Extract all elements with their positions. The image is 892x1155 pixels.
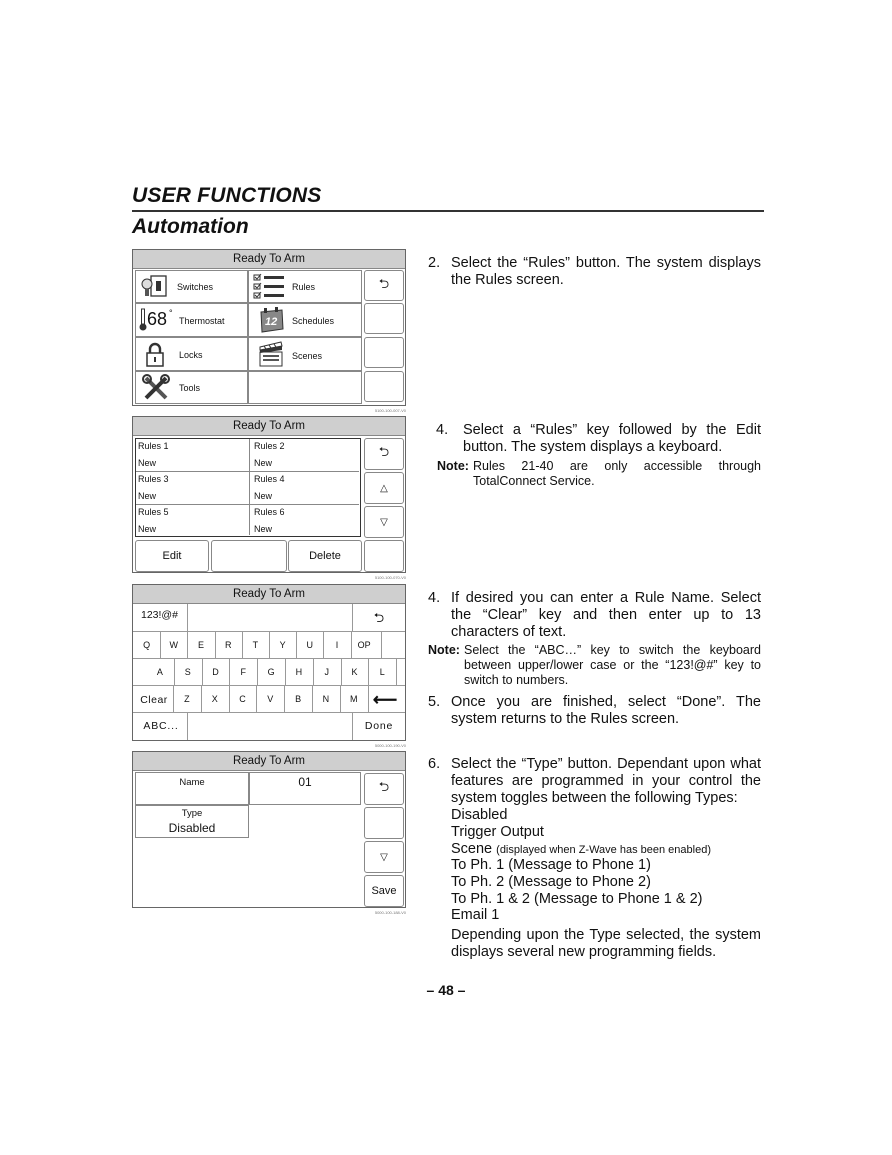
screen-status-bar: Ready To Arm (133, 250, 405, 269)
rules-label: Rules (292, 282, 316, 292)
scroll-down-button[interactable] (364, 841, 404, 873)
key-n[interactable]: N (322, 694, 330, 704)
rule-name: Rules 5 (138, 507, 169, 517)
key-q[interactable]: Q (143, 640, 151, 650)
lock-icon (145, 342, 165, 368)
key-e[interactable]: E (197, 640, 204, 650)
name-entry-field[interactable] (188, 604, 352, 631)
schedules-label: Schedules (292, 316, 335, 326)
type-option-ph1: To Ph. 1 (Message to Phone 1) (451, 857, 651, 873)
scenes-button[interactable] (248, 337, 362, 371)
type-value: Disabled (168, 821, 216, 835)
rule-type-screen (132, 751, 406, 908)
rules-list (135, 438, 361, 537)
key-h[interactable]: H (295, 667, 303, 677)
backspace-key[interactable] (369, 690, 401, 710)
locks-label: Locks (179, 350, 203, 360)
key-g[interactable]: G (267, 667, 275, 677)
backspace-arrow-icon: ⟵ (372, 690, 398, 709)
key-k[interactable]: K (351, 667, 358, 677)
edit-label: Edit (162, 550, 182, 562)
back-arrow-icon: ⮌ (373, 610, 385, 625)
blank-side-button[interactable] (364, 540, 404, 572)
edit-button[interactable] (135, 540, 209, 572)
key-row-2 (133, 659, 405, 685)
back-arrow-icon: ⮌ (378, 779, 390, 794)
back-button[interactable] (364, 773, 404, 805)
subsection-title: Automation (132, 215, 249, 238)
type-option-trigger: Trigger Output (451, 824, 544, 840)
back-button[interactable] (353, 609, 405, 631)
calendar-day: 12 (265, 316, 278, 328)
step-number: 6. (428, 756, 441, 772)
thermometer-icon (139, 308, 147, 332)
rule-state: New (138, 524, 157, 534)
section-title: USER FUNCTIONS (132, 184, 322, 207)
switches-icon (139, 273, 169, 301)
abc-key[interactable]: ABC... (143, 720, 179, 732)
rule-key-4[interactable] (250, 472, 359, 505)
back-button[interactable] (364, 270, 404, 301)
rule-name: Rules 3 (138, 474, 169, 484)
type-option-ph2: To Ph. 2 (Message to Phone 2) (451, 874, 651, 890)
header-rule (132, 210, 764, 212)
key-w[interactable]: W (169, 640, 179, 650)
note-2-text: Select the “ABC…” key to switch the keyboard between upper/lower case or the “123!@#” key to switch to numbers. (464, 643, 761, 687)
rule-key-6[interactable] (250, 505, 359, 535)
blank-button[interactable] (211, 540, 287, 572)
key-row-1 (133, 632, 405, 658)
type-option-ph12: To Ph. 1 & 2 (Message to Phone 1 & 2) (451, 891, 703, 907)
name-value: 01 (298, 775, 312, 789)
back-button[interactable] (364, 438, 404, 470)
menu-screen (132, 249, 406, 406)
triangle-up-icon: △ (380, 482, 388, 494)
rule-state: New (138, 491, 157, 501)
locks-button[interactable] (135, 337, 248, 371)
blank-button-1[interactable] (364, 807, 404, 839)
tools-icon (142, 374, 170, 402)
key-l[interactable]: L (379, 667, 385, 677)
blank-button-3[interactable] (364, 371, 404, 402)
name-field[interactable] (135, 772, 249, 805)
page-number: – 48 – (426, 982, 466, 998)
blank-button-1[interactable] (364, 303, 404, 334)
rule-state: New (254, 491, 273, 501)
triangle-down-icon: ▽ (380, 851, 388, 863)
step-number: 4. (428, 590, 441, 606)
step-number: 4. (436, 422, 449, 438)
key-op[interactable]: OP (357, 640, 371, 650)
figure-id: 5000-100-188-V0 (374, 910, 406, 915)
rule-state: New (254, 458, 273, 468)
key-s[interactable]: S (184, 667, 191, 677)
delete-button[interactable] (288, 540, 362, 572)
step-6-text: Select the “Type” button. Dependant upon what features are programmed in your control the system toggles between the following Types: (451, 756, 761, 806)
type-option-email: Email 1 (451, 907, 500, 923)
key-r[interactable]: R (224, 640, 232, 650)
key-t[interactable]: T (252, 640, 259, 650)
switches-label: Switches (177, 282, 214, 292)
clear-key[interactable]: Clear (140, 694, 168, 706)
save-label: Save (371, 885, 397, 897)
key-j[interactable]: J (324, 667, 329, 677)
step-number: 2. (428, 255, 441, 271)
switches-button[interactable] (135, 270, 248, 303)
key-x[interactable]: X (211, 694, 218, 704)
checklist-icon (253, 273, 287, 301)
screen-status-bar: Ready To Arm (133, 752, 405, 771)
back-arrow-icon: ⮌ (378, 275, 390, 291)
scroll-down-button[interactable] (364, 506, 404, 538)
screen-status-bar: Ready To Arm (133, 585, 405, 604)
note-label: Note: (437, 459, 469, 473)
rule-name: Rules 4 (254, 474, 285, 484)
step-4b-text: If desired you can enter a Rule Name. Select the “Clear” key and then enter up to 13 characters of text. (451, 590, 761, 640)
rule-name: Rules 2 (254, 441, 285, 451)
type-button[interactable] (135, 805, 249, 838)
thermostat-label: Thermostat (179, 316, 225, 326)
rule-key-5[interactable] (136, 505, 250, 535)
key-d[interactable]: D (212, 667, 219, 677)
rule-state: New (254, 524, 273, 534)
step-6-closing: Depending upon the Type selected, the system displays several new programming fields. (451, 927, 761, 960)
save-button[interactable] (364, 875, 404, 907)
step-number: 5. (428, 694, 441, 710)
key-b[interactable]: B (295, 694, 302, 704)
rule-state: New (138, 458, 157, 468)
key-v[interactable]: V (267, 694, 274, 704)
step-2-text: Select the “Rules” button. The system displays the Rules screen. (451, 255, 761, 288)
schedules-button[interactable] (248, 303, 362, 337)
scene-note: (displayed when Z-Wave has been enabled) (496, 844, 711, 856)
figure-id: 5100-100-007-V0 (374, 408, 406, 413)
rules-button[interactable] (248, 270, 362, 303)
rule-name: Rules 1 (138, 441, 169, 451)
clapperboard-icon (257, 341, 285, 368)
symbols-key[interactable]: 123!@# (141, 609, 178, 621)
scroll-up-button[interactable] (364, 472, 404, 504)
step-4-text: Select a “Rules” key followed by the Edit button. The system displays a keyboard. (463, 422, 761, 455)
screen-status-bar: Ready To Arm (133, 417, 405, 436)
space-key[interactable] (188, 713, 352, 740)
type-label: Type (181, 808, 203, 819)
key-a[interactable]: A (156, 667, 163, 677)
keyboard-area (133, 604, 405, 740)
degree-icon: ° (169, 308, 173, 318)
name-value-field[interactable] (249, 772, 361, 805)
scenes-label: Scenes (292, 351, 323, 361)
figure-id: 5000-100-190-V0 (374, 743, 406, 748)
name-label: Name (179, 777, 205, 788)
key-y[interactable]: Y (279, 640, 286, 650)
key-c[interactable]: C (239, 694, 246, 704)
empty-menu-cell (248, 371, 362, 404)
rules-screen (132, 416, 406, 573)
note-label: Note: (428, 643, 460, 657)
tools-label: Tools (179, 383, 201, 393)
delete-label: Delete (309, 550, 341, 562)
figure-id: 5100-100-070-V0 (374, 575, 406, 580)
keyboard-screen (132, 584, 406, 741)
triangle-down-icon: ▽ (380, 516, 388, 528)
scene-label: Scene (451, 841, 493, 857)
thermostat-temp: 68 (147, 309, 168, 329)
key-f[interactable]: F (240, 667, 247, 677)
key-z[interactable]: Z (184, 694, 190, 704)
rule-key-2[interactable] (250, 439, 359, 472)
rule-name: Rules 6 (254, 507, 285, 517)
key-row-3 (173, 686, 365, 712)
note-1-text: Rules 21-40 are only accessible through TotalConnect Service. (473, 459, 761, 488)
done-key[interactable]: Done (364, 720, 394, 732)
key-i[interactable]: I (335, 640, 339, 650)
blank-button-2[interactable] (364, 337, 404, 368)
thermostat-button[interactable] (135, 303, 248, 337)
rule-key-3[interactable] (136, 472, 250, 505)
rule-key-1[interactable] (136, 439, 250, 472)
key-m[interactable]: M (349, 694, 358, 704)
step-5-text: Once you are finished, select “Done”. The system returns to the Rules screen. (451, 694, 761, 727)
tools-button[interactable] (135, 371, 248, 404)
back-arrow-icon: ⮌ (378, 444, 390, 459)
key-u[interactable]: U (306, 640, 314, 650)
type-option-disabled: Disabled (451, 807, 508, 823)
